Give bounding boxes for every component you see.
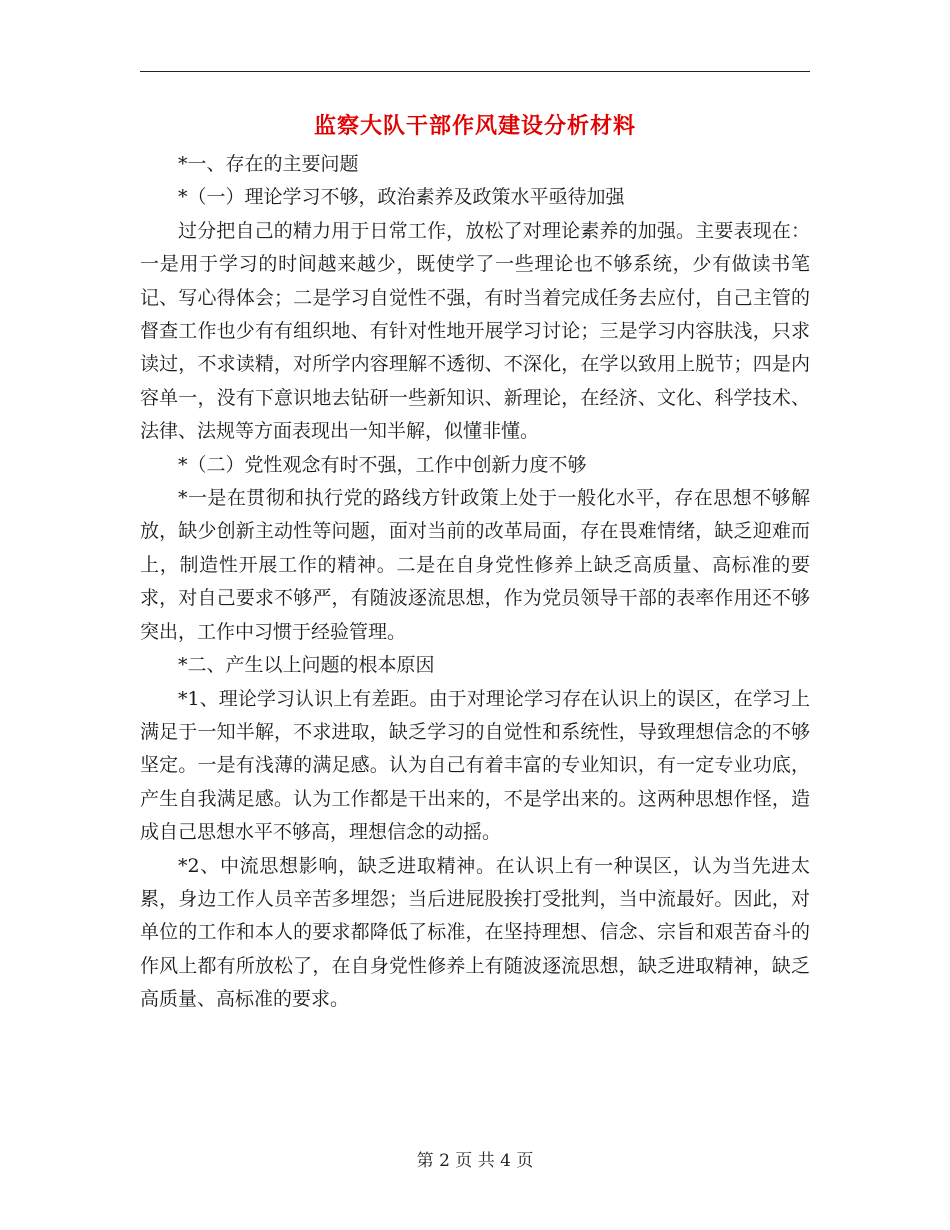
body-paragraph: *一是在贯彻和执行党的路线方针政策上处于一般化水平，存在思想不够解放，缺少创新主动性等问题，面对当前的改革局面，存在畏难情绪，缺乏迎难而上，制造性开展工作的精神。二是在自身党性修养上缺乏高质量、高标准的要求，对自己要求不够严，有随波逐流思想，作为党员领导干部的表率作用还不够突出，工作中习惯于经验管理。: [140, 487, 810, 643]
document-body: [140, 148, 810, 1017]
section-heading-2: *二、产生以上问题的根本原因: [178, 654, 435, 677]
page-number: 第 2 页 共 4 页: [416, 1151, 534, 1171]
subsection-heading-2: *（二）党性观念有时不强，工作中创新力度不够: [178, 453, 587, 476]
subsection-heading-1: *（一）理论学习不够，政治素养及政策水平亟待加强: [178, 186, 625, 209]
body-paragraph: *1、理论学习认识上有差距。由于对理论学习存在认识上的误区，在学习上满足于一知半解，不求进取，缺乏学习的自觉性和系统性，导致理想信念的不够坚定。一是有浅薄的满足感。认为自己有着丰富的专业知识，有一定专业功底，产生自我满足感。认为工作都是干出来的，不是学出来的。这两种思想作怪，造成自己思想水平不够高，理想信念的动摇。: [140, 687, 810, 844]
body-paragraph: *2、中流思想影响，缺乏进取精神。在认识上有一种误区，认为当先进太累，身边工作人员辛苦多埋怨；当后进屁股挨打受批判，当中流最好。因此，对单位的工作和本人的要求都降低了标准，在坚持理想、信念、宗旨和艰苦奋斗的作风上都有所放松了，在自身党性修养上有随波逐流思想，缺乏进取精神，缺乏高质量、高标准的要求。: [140, 854, 810, 1011]
header-rule: [140, 71, 810, 72]
section-heading-1: *一、存在的主要问题: [178, 153, 359, 175]
body-paragraph: 过分把自己的精力用于日常工作，放松了对理论素养的加强。主要表现在：一是用于学习的时间越来越少，既使学了一些理论也不够系统，少有做读书笔记、写心得体会；二是学习自觉性不强，有时当着完成任务去应付，自己主管的督查工作也少有有组织地、有针对性地开展学习讨论；三是学习内容肤浅，只求读过，不求读精，对所学内容理解不透彻、不深化，在学以致用上脱节；四是内容单一，没有下意识地去钻研一些新知识、新理论，在经济、文化、科学技术、法律、法规等方面表现出一知半解，似懂非懂。: [140, 219, 810, 443]
document-title: 监察大队干部作风建设分析材料: [313, 113, 636, 139]
